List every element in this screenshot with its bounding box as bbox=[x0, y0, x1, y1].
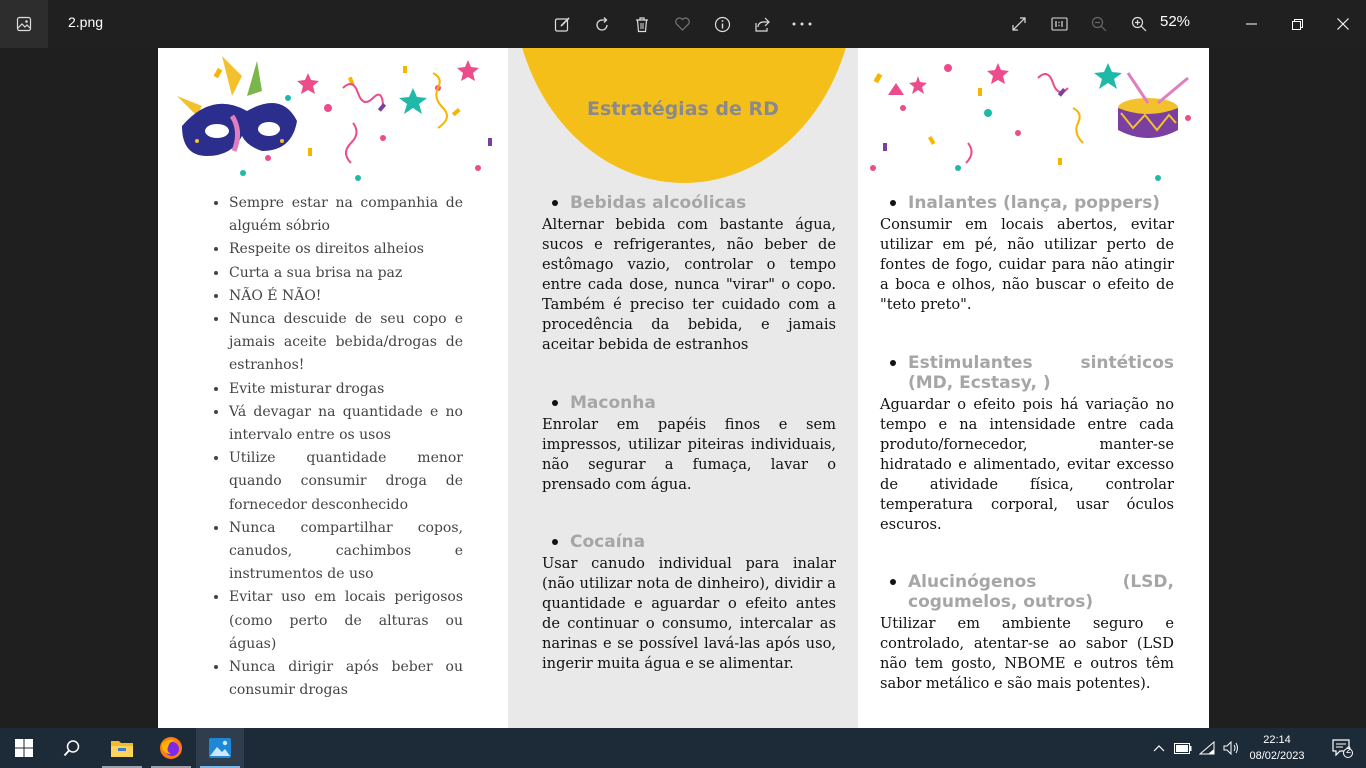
drum-icon bbox=[1113, 68, 1193, 148]
confetti-decoration bbox=[158, 48, 508, 198]
search-icon[interactable] bbox=[48, 728, 96, 768]
section-hallucinogens bbox=[880, 572, 1174, 694]
taskbar bbox=[0, 728, 1366, 768]
firefox-icon[interactable] bbox=[147, 728, 195, 768]
notifications-icon[interactable] bbox=[1318, 728, 1366, 768]
column-other-substances bbox=[858, 48, 1209, 728]
edit-icon[interactable] bbox=[546, 0, 578, 48]
chevron-up-icon[interactable] bbox=[1148, 728, 1170, 768]
column-general-tips bbox=[158, 48, 508, 728]
delete-icon[interactable] bbox=[626, 0, 658, 48]
section-stimulants bbox=[880, 353, 1174, 535]
system-clock[interactable] bbox=[1242, 732, 1312, 764]
file-name: 2.png bbox=[68, 14, 104, 30]
rotate-icon[interactable] bbox=[586, 0, 618, 48]
notification-count: 2 bbox=[1346, 745, 1352, 755]
favorite-icon[interactable] bbox=[666, 0, 698, 48]
zoom-in-icon[interactable] bbox=[1123, 0, 1155, 48]
list-item: • Nunca compartilhar copos, canudos, cachimbos e instrumentos de uso bbox=[229, 517, 463, 587]
section-heading: Alucinógenos (LSD, cogumelos, outros) bbox=[908, 572, 1174, 612]
list-item: • Nunca dirigir após beber ou consumir drogas bbox=[229, 656, 463, 702]
section-heading: Cocaína bbox=[570, 532, 646, 552]
confetti-decoration bbox=[858, 48, 1209, 198]
close-icon[interactable] bbox=[1320, 0, 1366, 48]
section-body: Usar canudo individual para inalar (não utilizar nota de dinheiro), dividir a quantidade e aguardar o efeito antes de continuar o consumo, intercalar as narinas e se possível lavá-las após uso, ingerir muita água e se alimentar. bbox=[542, 555, 836, 672]
page-title: Estratégias de RD bbox=[587, 98, 779, 120]
actual-size-icon[interactable] bbox=[1043, 0, 1075, 48]
fullscreen-icon[interactable] bbox=[1003, 0, 1035, 48]
photo-icon[interactable] bbox=[0, 0, 48, 48]
file-explorer-icon[interactable] bbox=[98, 728, 146, 768]
list-item: • Sempre estar na companhia de alguém sóbrio bbox=[229, 192, 463, 238]
section-heading: Estimulantes sintéticos (MD, Ecstasy, ) bbox=[908, 353, 1174, 393]
windows-start-icon[interactable] bbox=[0, 728, 48, 768]
displayed-image bbox=[158, 48, 1209, 728]
volume-icon[interactable] bbox=[1220, 728, 1242, 768]
viewer-titlebar bbox=[0, 0, 1366, 48]
section-body: Consumir em locais abertos, evitar utilizar em pé, não utilizar perto de fontes de fogo, cuidar para não atingir a boca e olhos, não buscar o efeito de "teto preto". bbox=[880, 216, 1174, 313]
list-item: • Curta a sua brisa na paz bbox=[229, 262, 463, 285]
zoom-out-icon[interactable] bbox=[1083, 0, 1115, 48]
info-icon[interactable] bbox=[706, 0, 738, 48]
list-item: • Utilize quantidade menor quando consumir droga de fornecedor desconhecido bbox=[229, 447, 463, 517]
general-tips-list bbox=[213, 192, 463, 702]
section-heading: Maconha bbox=[570, 393, 656, 413]
photos-app-icon[interactable] bbox=[196, 728, 244, 768]
section-body: Aguardar o efeito pois há variação no tempo e na intensidade entre cada produto/fornecedor, manter-se hidratado e alimentado, evitar excesso de atividade física, controlar temperatura corporal, usar óculos escuros. bbox=[880, 396, 1174, 533]
zoom-level[interactable]: 52% bbox=[1160, 13, 1191, 30]
section-body: Enrolar em papéis finos e sem impressos, utilizar piteiras individuais, não segurar a fumaça, lavar o prensado com água. bbox=[542, 416, 836, 493]
list-item: • Vá devagar na quantidade e no intervalo entre os usos bbox=[229, 401, 463, 447]
section-heading: Bebidas alcoólicas bbox=[570, 193, 747, 213]
section-heading: Inalantes (lança, poppers) bbox=[908, 193, 1161, 213]
share-icon[interactable] bbox=[746, 0, 778, 48]
list-item: • Evitar uso em locais perigosos (como perto de alturas ou águas) bbox=[229, 586, 463, 656]
section-cannabis bbox=[542, 393, 836, 495]
clock-time: 22:14 bbox=[1263, 734, 1291, 746]
list-item: • NÃO É NÃO! bbox=[229, 285, 463, 308]
restore-icon[interactable] bbox=[1274, 0, 1320, 48]
section-body: Utilizar em ambiente seguro e controlado, atentar-se ao sabor (LSD não tem gosto, NBOME e outros têm sabor metálico e são mais potentes). bbox=[880, 615, 1174, 692]
list-item: • Respeite os direitos alheios bbox=[229, 238, 463, 261]
wifi-icon[interactable] bbox=[1196, 728, 1218, 768]
battery-icon[interactable] bbox=[1172, 728, 1194, 768]
list-item: • Evite misturar drogas bbox=[229, 378, 463, 401]
carnival-mask-icon bbox=[172, 56, 302, 166]
section-body: Alternar bebida com bastante água, sucos e refrigerantes, não beber de estômago vazio, controlar o tempo entre cada dose, nunca "virar" o copo. Também é preciso ter cuidado com a procedência da bebida, e jamais aceitar bebida de estranhos bbox=[542, 216, 836, 353]
more-icon[interactable] bbox=[786, 0, 818, 48]
section-cocaine bbox=[542, 532, 836, 674]
list-item: • Nunca descuide de seu copo e jamais aceite bebida/drogas de estranhos! bbox=[229, 308, 463, 378]
section-alcohol bbox=[542, 193, 836, 355]
minimize-icon[interactable] bbox=[1228, 0, 1274, 48]
image-viewer-canvas bbox=[0, 48, 1366, 728]
section-inhalants bbox=[880, 193, 1174, 315]
clock-date: 08/02/2023 bbox=[1249, 750, 1305, 762]
column-strategies bbox=[508, 48, 858, 728]
